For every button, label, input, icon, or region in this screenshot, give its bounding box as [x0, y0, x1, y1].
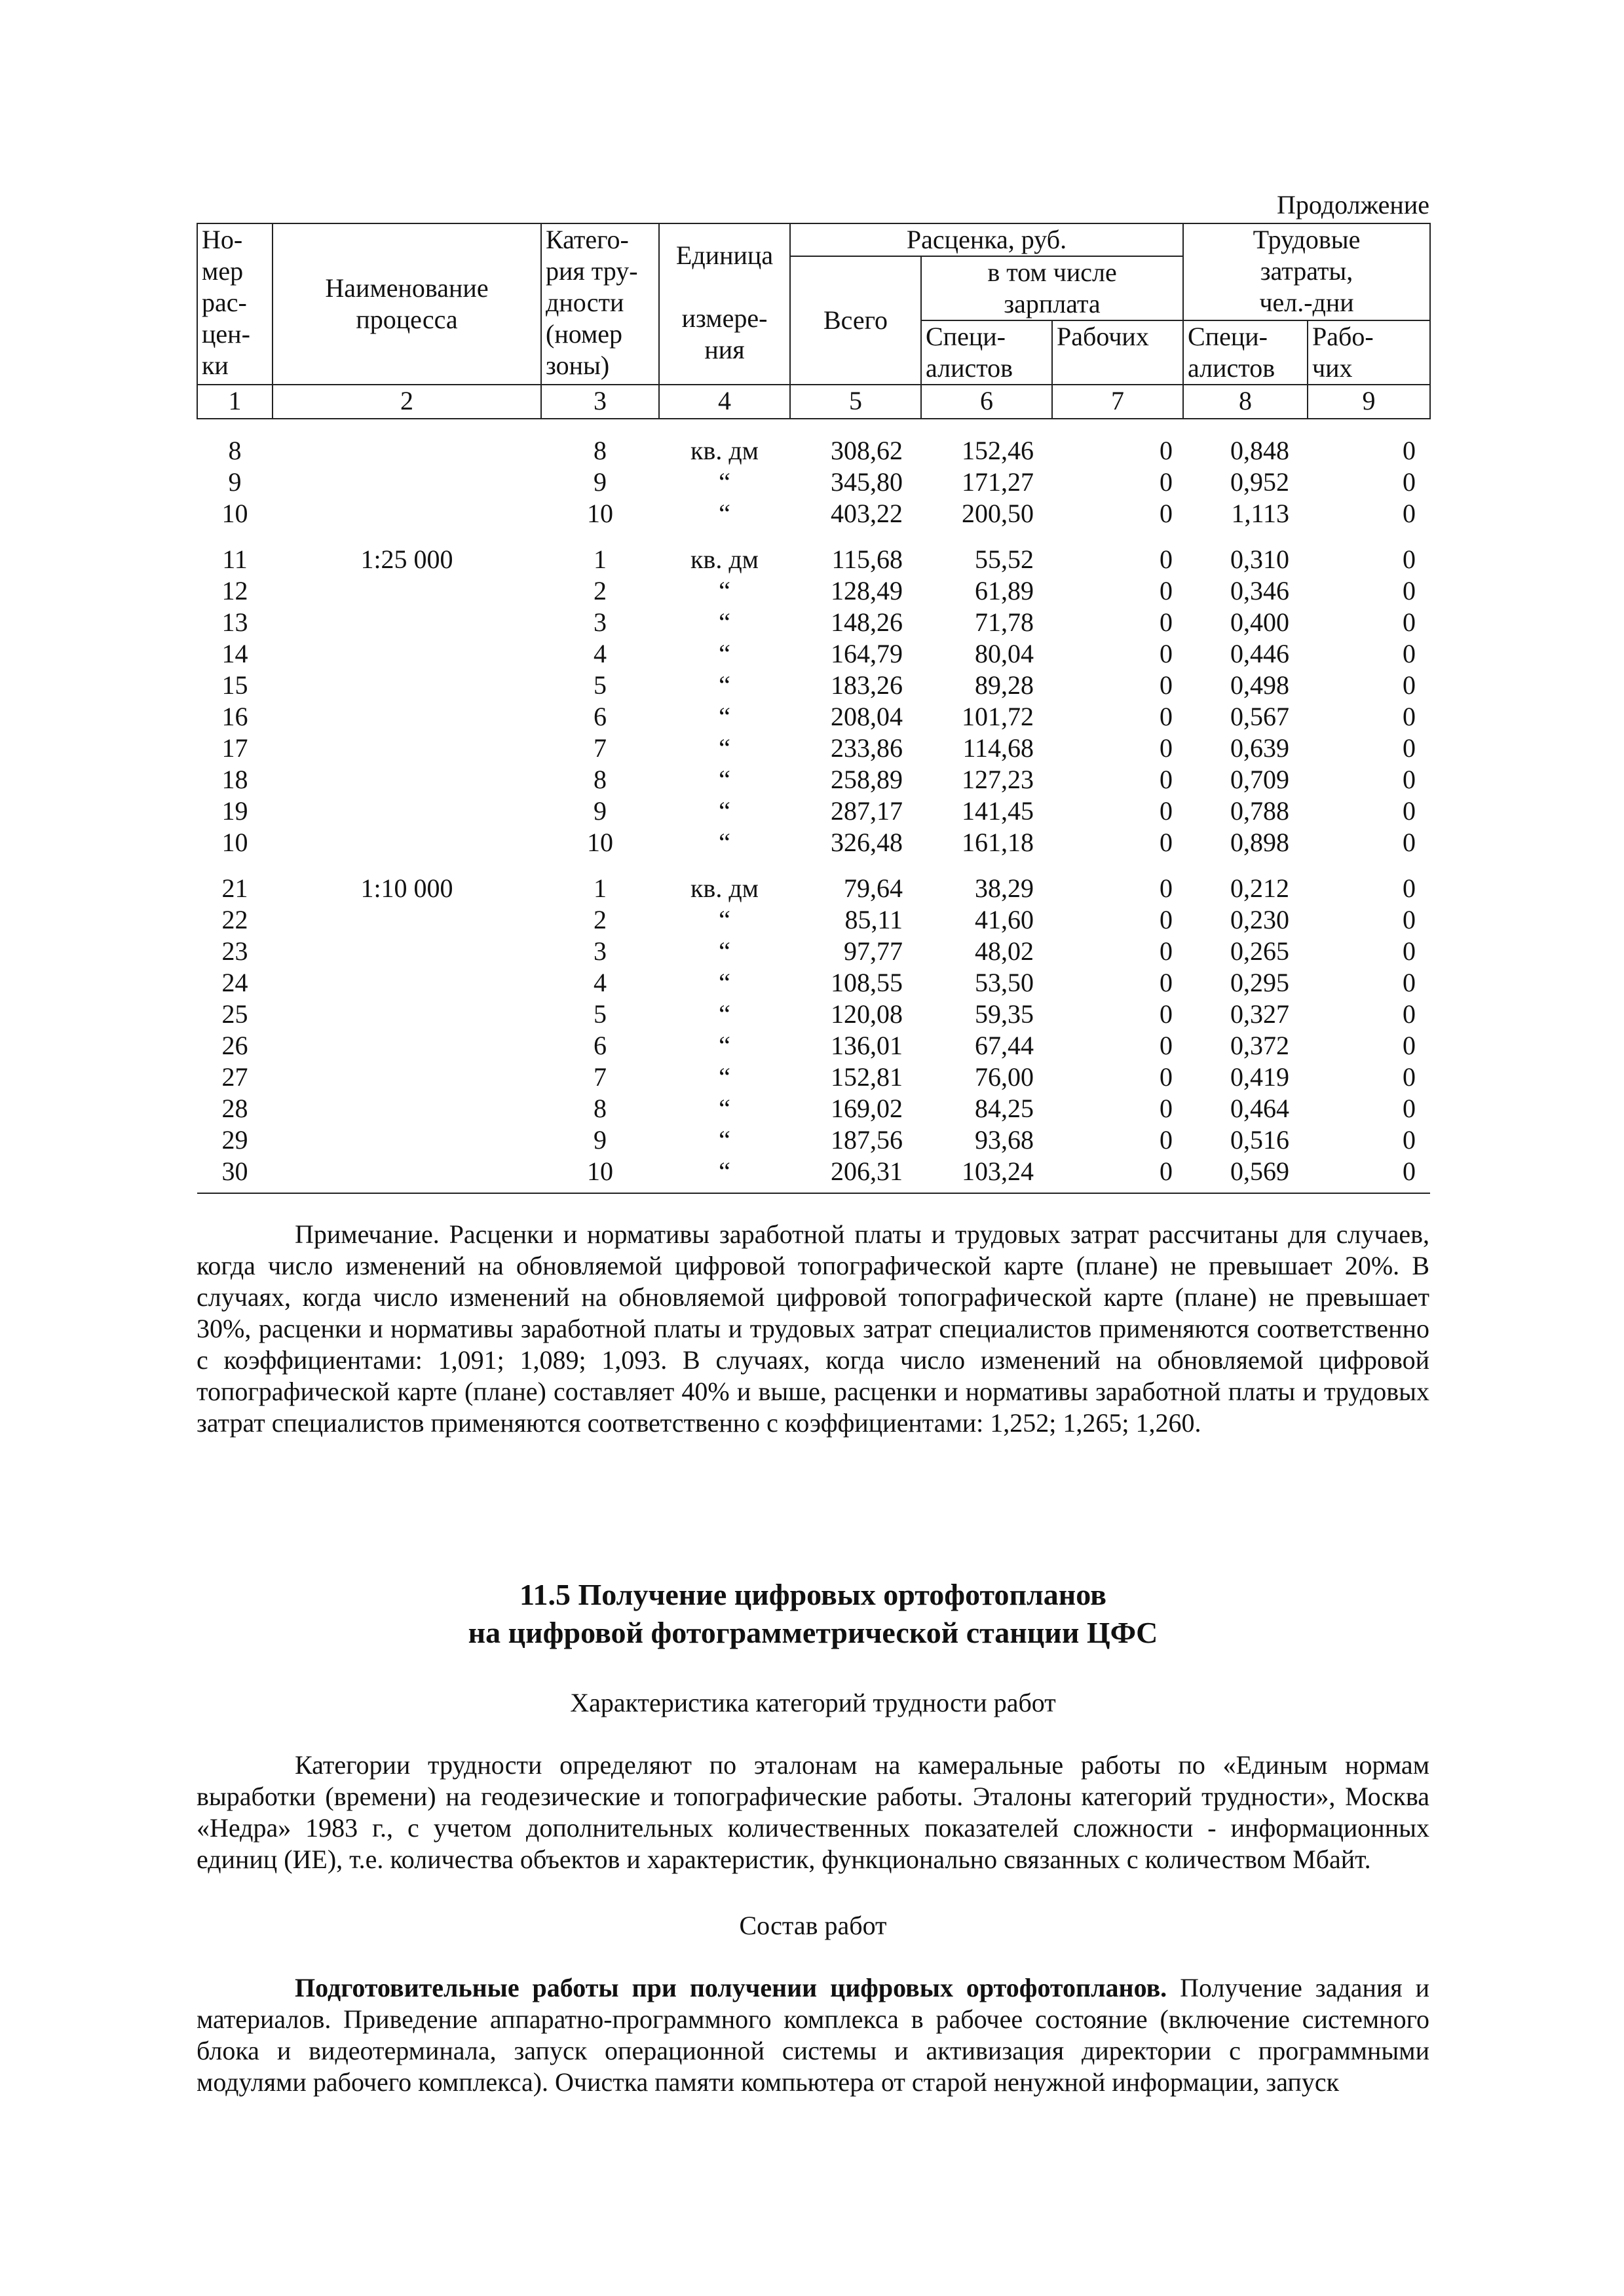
cell-labor-workers: 0 — [1403, 499, 1416, 528]
table-row — [197, 936, 1430, 967]
header-rate-number: Но- мер рас- цен- ки — [197, 223, 273, 385]
cell-labor-specialists: 0,788 — [1230, 796, 1290, 826]
cell-unit: “ — [719, 1031, 730, 1060]
cell-process-name — [273, 419, 541, 467]
table-body — [197, 419, 1430, 1193]
table-row — [197, 419, 1430, 467]
cell-process-name — [273, 670, 541, 701]
table-row — [197, 607, 1430, 638]
cell-process-name — [273, 967, 541, 999]
cell-category: 10 — [587, 828, 613, 857]
cell-total: 403,22 — [831, 499, 903, 528]
cell-unit: “ — [719, 639, 730, 668]
table-row — [197, 1124, 1430, 1156]
cell-process-name — [273, 1030, 541, 1062]
cell-salary-specialists: 114,68 — [962, 733, 1034, 763]
section-title — [197, 1576, 1429, 1652]
cell-salary-workers: 0 — [1160, 545, 1173, 574]
cell-labor-workers: 0 — [1403, 607, 1416, 637]
subheading-difficulty: Характеристика категорий трудности работ — [570, 1688, 1056, 1717]
cell-salary-workers: 0 — [1160, 607, 1173, 637]
cell-process-name — [273, 936, 541, 967]
table-row — [197, 498, 1430, 529]
cell-labor-specialists: 1,113 — [1231, 499, 1290, 528]
cell-salary-specialists: 53,50 — [975, 968, 1034, 997]
cell-unit: “ — [719, 999, 730, 1029]
cell-category: 3 — [594, 936, 607, 966]
cell-salary-specialists: 61,89 — [975, 576, 1034, 605]
cell-labor-workers: 0 — [1403, 1031, 1416, 1060]
cell-process-name — [273, 638, 541, 670]
cell-category: 5 — [594, 999, 607, 1029]
cell-total: 108,55 — [831, 968, 903, 997]
cell-labor-workers: 0 — [1403, 702, 1416, 731]
cell-salary-workers: 0 — [1160, 936, 1173, 966]
table-row — [197, 1156, 1430, 1193]
cell-total: 136,01 — [831, 1031, 903, 1060]
paragraph-difficulty: Категории трудности определяют по эталонам на камеральные работы по «Единым нормам выработки (времени) на геодезические и топографические работы. Эталоны категорий трудности», Москва «Недра» 1983 г., с учетом дополнительных количественных показателей сложности - информационных единиц (ИЕ), т.е. количества объектов и характеристик, функционально связанных с количеством Мбайт. — [197, 1750, 1429, 1874]
cell-unit: “ — [719, 765, 730, 794]
cell-category: 2 — [594, 576, 607, 605]
cell-salary-workers: 0 — [1160, 905, 1173, 934]
cell-rate-number: 19 — [221, 796, 248, 826]
cell-process-name — [273, 904, 541, 936]
cell-salary-workers: 0 — [1160, 702, 1173, 731]
cell-process-name — [273, 575, 541, 607]
cell-category: 2 — [594, 905, 607, 934]
cell-salary-workers: 0 — [1160, 1062, 1173, 1092]
table-row — [197, 904, 1430, 936]
cell-category: 1 — [594, 545, 607, 574]
cell-labor-workers: 0 — [1308, 1156, 1430, 1193]
cell-rate-number: 10 — [221, 499, 248, 528]
header-including-salary: в том числе зарплата — [921, 256, 1183, 320]
header-labor-group: Трудовые затраты, чел.-дни — [1183, 223, 1430, 320]
cell-category: 8 — [594, 436, 607, 465]
cell-category: 9 — [594, 1125, 607, 1155]
header-process-name: Наименование процесса — [273, 223, 541, 385]
cell-total: 97,77 — [844, 936, 903, 966]
cell-total: 79,64 — [844, 873, 903, 903]
table-row — [197, 764, 1430, 795]
column-number: 3 — [541, 385, 659, 419]
cell-salary-specialists: 71,78 — [975, 607, 1034, 637]
cell-labor-workers: 0 — [1403, 733, 1416, 763]
cell-labor-specialists: 0,446 — [1230, 639, 1290, 668]
cell-labor-workers: 0 — [1403, 873, 1416, 903]
column-number: 4 — [659, 385, 790, 419]
table-row — [197, 967, 1430, 999]
column-number: 1 — [197, 385, 273, 419]
cell-process-name — [273, 795, 541, 827]
cell-labor-specialists: 0,709 — [1230, 765, 1290, 794]
cell-labor-workers: 0 — [1403, 639, 1416, 668]
cell-salary-specialists: 200,50 — [962, 499, 1034, 528]
header-unit: Единица измере- ния — [659, 223, 790, 385]
cell-total: 164,79 — [831, 639, 903, 668]
cell-category: 8 — [594, 765, 607, 794]
cell-salary-specialists: 48,02 — [975, 936, 1034, 966]
cell-labor-workers: 0 — [1403, 905, 1416, 934]
cell-labor-workers: 0 — [1403, 670, 1416, 700]
cell-salary-specialists: 161,18 — [962, 828, 1034, 857]
cell-rate-number: 27 — [221, 1062, 248, 1092]
cell-rate-number: 10 — [221, 828, 248, 857]
cell-salary-specialists: 76,00 — [975, 1062, 1034, 1092]
cell-category: 8 — [594, 1094, 607, 1123]
cell-labor-specialists: 0,265 — [1230, 936, 1290, 966]
cell-salary-workers: 0 — [1160, 670, 1173, 700]
cell-labor-workers: 0 — [1403, 1062, 1416, 1092]
table-row — [197, 795, 1430, 827]
cell-salary-workers: 0 — [1160, 873, 1173, 903]
cell-salary-specialists: 152,46 — [962, 436, 1034, 465]
table-row — [197, 1030, 1430, 1062]
header-labor-specialists: Специ- алистов — [1183, 320, 1308, 385]
cell-salary-specialists: 171,27 — [962, 467, 1034, 497]
cell-labor-specialists: 0,567 — [1230, 702, 1290, 731]
cell-salary-specialists: 141,45 — [962, 796, 1034, 826]
table-row — [197, 827, 1430, 858]
cell-total: 326,48 — [831, 828, 903, 857]
table-note: Примечание. Расценки и нормативы заработной платы и трудовых затрат рассчитаны для случаев, когда число изменений на обновляемой цифровой топографической карте (плане) не превышает 20%. В случаях, когда число изменений на обновляемой цифровой топографической карте (плане) не превышает 30%, расценки и нормативы заработной платы и трудовых затрат специалистов применяются соответственно с коэффициентами: 1,091; 1,089; 1,093. В случаях, когда число изменений на обновляемой цифровой топографической карте (плане) составляет 40% и выше, расценки и нормативы заработной платы и трудовых затрат специалистов применяются соответственно с коэффициентами: 1,252; 1,265; 1,260. — [197, 1219, 1429, 1438]
cell-unit: “ — [719, 1094, 730, 1123]
cell-unit: “ — [659, 1156, 790, 1193]
cell-process-name — [273, 1124, 541, 1156]
cell-total: 115,68 — [831, 545, 903, 574]
cell-labor-specialists: 0,516 — [1230, 1125, 1290, 1155]
cell-unit: “ — [719, 670, 730, 700]
table-row — [197, 701, 1430, 733]
cell-salary-specialists: 38,29 — [975, 873, 1034, 903]
cell-total: 187,56 — [831, 1125, 903, 1155]
section-title-line-2: на цифровой фотограмметрической станции ЦФС — [468, 1616, 1158, 1649]
cell-category: 10 — [541, 1156, 659, 1193]
cell-category: 6 — [594, 702, 607, 731]
cell-labor-workers: 0 — [1403, 999, 1416, 1029]
cell-salary-workers: 0 — [1160, 796, 1173, 826]
cell-rate-number: 23 — [221, 936, 248, 966]
cell-labor-workers: 0 — [1403, 545, 1416, 574]
cell-labor-specialists: 0,400 — [1230, 607, 1290, 637]
table-row — [197, 1093, 1430, 1124]
cell-labor-workers: 0 — [1403, 1094, 1416, 1123]
column-number: 9 — [1308, 385, 1430, 419]
cell-category: 5 — [594, 670, 607, 700]
cell-labor-specialists: 0,419 — [1230, 1062, 1290, 1092]
cell-total: 208,04 — [831, 702, 903, 731]
cell-salary-workers: 0 — [1160, 1094, 1173, 1123]
cell-total: 183,26 — [831, 670, 903, 700]
table-row — [197, 575, 1430, 607]
cell-unit: “ — [719, 576, 730, 605]
cell-unit: “ — [719, 702, 730, 731]
header-total: Всего — [790, 256, 921, 385]
cell-total: 206,31 — [790, 1156, 921, 1193]
header-labor-workers: Рабо- чих — [1308, 320, 1430, 385]
cell-salary-specialists: 41,60 — [975, 905, 1034, 934]
cell-salary-workers: 0 — [1160, 436, 1173, 465]
cell-labor-specialists: 0,569 — [1183, 1156, 1308, 1193]
cell-rate-number: 11 — [222, 545, 248, 574]
cell-unit: “ — [719, 968, 730, 997]
cell-process-name — [273, 701, 541, 733]
cell-category: 6 — [594, 1031, 607, 1060]
cell-salary-workers: 0 — [1160, 576, 1173, 605]
cell-unit: кв. дм — [690, 545, 759, 574]
cell-rate-number: 29 — [221, 1125, 248, 1155]
cell-labor-specialists: 0,952 — [1230, 467, 1290, 497]
cell-process-name — [273, 607, 541, 638]
cell-salary-workers: 0 — [1160, 639, 1173, 668]
cell-rate-number: 26 — [221, 1031, 248, 1060]
table-row — [197, 1062, 1430, 1093]
cell-labor-specialists: 0,230 — [1230, 905, 1290, 934]
cell-rate-number: 18 — [221, 765, 248, 794]
column-number: 6 — [921, 385, 1052, 419]
header-workers: Рабочих — [1052, 320, 1183, 385]
cell-process-name — [273, 733, 541, 764]
cell-salary-workers: 0 — [1160, 467, 1173, 497]
cell-rate-number: 25 — [221, 999, 248, 1029]
cell-labor-workers: 0 — [1403, 576, 1416, 605]
cell-labor-specialists: 0,464 — [1230, 1094, 1290, 1123]
cell-process-name — [273, 1156, 541, 1193]
cell-salary-workers: 0 — [1160, 1125, 1173, 1155]
cell-unit: кв. дм — [690, 873, 759, 903]
cell-category: 3 — [594, 607, 607, 637]
cell-salary-workers: 0 — [1160, 733, 1173, 763]
column-number: 2 — [273, 385, 541, 419]
cell-unit: “ — [719, 467, 730, 497]
cell-labor-workers: 0 — [1403, 467, 1416, 497]
cell-process-name — [273, 467, 541, 498]
cell-rate-number: 17 — [221, 733, 248, 763]
cell-salary-specialists: 84,25 — [975, 1094, 1034, 1123]
cell-unit: “ — [719, 796, 730, 826]
cell-category: 9 — [594, 467, 607, 497]
cell-unit: кв. дм — [690, 436, 759, 465]
cell-labor-specialists: 0,848 — [1230, 436, 1290, 465]
cell-labor-workers: 0 — [1403, 1125, 1416, 1155]
cell-total: 308,62 — [831, 436, 903, 465]
cell-process-name: 1:10 000 — [360, 873, 453, 903]
cell-unit: “ — [719, 936, 730, 966]
cell-unit: “ — [719, 607, 730, 637]
cell-labor-specialists: 0,898 — [1230, 828, 1290, 857]
subheading-work-composition: Состав работ — [739, 1911, 887, 1940]
column-number: 7 — [1052, 385, 1183, 419]
cell-unit: “ — [719, 499, 730, 528]
cell-salary-specialists: 55,52 — [975, 545, 1034, 574]
cell-process-name — [273, 1062, 541, 1093]
cell-labor-specialists: 0,310 — [1230, 545, 1290, 574]
cell-category: 1 — [594, 873, 607, 903]
cell-total: 85,11 — [844, 905, 903, 934]
paragraph-preparatory-work: Подготовительные работы при получении цифровых ортофотопланов. Получение задания и материалов. Приведение аппаратно-программного комплекса в рабочее состояние (включение системного блока и видеотерминала, запуск операционной системы и активизация директории с программными модулями рабочего комплекса). Очистка памяти компьютера от старой ненужной информации, запуск — [197, 1973, 1429, 2097]
table-row — [197, 467, 1430, 498]
cell-salary-workers: 0 — [1160, 828, 1173, 857]
header-rate-group: Расценка, руб. — [790, 223, 1183, 256]
cell-total: 345,80 — [831, 467, 903, 497]
cell-category: 7 — [594, 733, 607, 763]
cell-total: 128,49 — [831, 576, 903, 605]
section-title-line-1: 11.5 Получение цифровых ортофотопланов — [519, 1578, 1106, 1611]
cell-labor-specialists: 0,295 — [1230, 968, 1290, 997]
cell-category: 10 — [587, 499, 613, 528]
cell-rate-number: 13 — [221, 607, 248, 637]
continuation-label: Продолжение — [1277, 190, 1429, 220]
table-row — [197, 858, 1430, 904]
cell-salary-workers: 0 — [1160, 1031, 1173, 1060]
cell-category: 4 — [594, 968, 607, 997]
cell-labor-specialists: 0,498 — [1230, 670, 1290, 700]
cell-total: 258,89 — [831, 765, 903, 794]
cell-rate-number: 24 — [221, 968, 248, 997]
cell-salary-workers: 0 — [1160, 999, 1173, 1029]
cell-unit: “ — [719, 905, 730, 934]
rates-table — [197, 223, 1431, 1194]
cell-process-name — [273, 999, 541, 1030]
cell-total: 287,17 — [831, 796, 903, 826]
cell-process-name — [273, 1093, 541, 1124]
cell-unit: “ — [719, 828, 730, 857]
cell-rate-number: 21 — [221, 873, 248, 903]
cell-category: 4 — [594, 639, 607, 668]
cell-total: 120,08 — [831, 999, 903, 1029]
cell-salary-workers: 0 — [1052, 1156, 1183, 1193]
cell-labor-specialists: 0,212 — [1230, 873, 1290, 903]
cell-unit: “ — [719, 1125, 730, 1155]
cell-salary-specialists: 59,35 — [975, 999, 1034, 1029]
cell-salary-specialists: 67,44 — [975, 1031, 1034, 1060]
cell-unit: “ — [719, 1062, 730, 1092]
cell-rate-number: 22 — [221, 905, 248, 934]
cell-labor-specialists: 0,372 — [1230, 1031, 1290, 1060]
cell-salary-workers: 0 — [1160, 968, 1173, 997]
cell-total: 233,86 — [831, 733, 903, 763]
column-number: 8 — [1183, 385, 1308, 419]
cell-total: 148,26 — [831, 607, 903, 637]
cell-process-name — [273, 827, 541, 858]
cell-rate-number: 15 — [221, 670, 248, 700]
cell-total: 152,81 — [831, 1062, 903, 1092]
cell-rate-number: 16 — [221, 702, 248, 731]
table-row — [197, 529, 1430, 575]
cell-labor-specialists: 0,639 — [1230, 733, 1290, 763]
cell-category: 7 — [594, 1062, 607, 1092]
cell-unit: “ — [719, 733, 730, 763]
cell-labor-specialists: 0,327 — [1230, 999, 1290, 1029]
cell-labor-specialists: 0,346 — [1230, 576, 1290, 605]
cell-labor-workers: 0 — [1403, 436, 1416, 465]
cell-labor-workers: 0 — [1403, 765, 1416, 794]
cell-labor-workers: 0 — [1403, 936, 1416, 966]
cell-process-name — [273, 764, 541, 795]
cell-rate-number: 12 — [221, 576, 248, 605]
cell-salary-specialists: 89,28 — [975, 670, 1034, 700]
cell-rate-number: 9 — [228, 467, 242, 497]
cell-salary-specialists: 93,68 — [975, 1125, 1034, 1155]
cell-salary-workers: 0 — [1160, 765, 1173, 794]
cell-rate-number: 14 — [221, 639, 248, 668]
cell-rate-number: 30 — [197, 1156, 273, 1193]
cell-salary-workers: 0 — [1160, 499, 1173, 528]
table-row — [197, 999, 1430, 1030]
cell-total: 169,02 — [831, 1094, 903, 1123]
header-category: Катего- рия тру- дности (номер зоны) — [541, 223, 659, 385]
cell-salary-specialists: 80,04 — [975, 639, 1034, 668]
paragraph-lead: Подготовительные работы при получении цифровых ортофотопланов. — [295, 1973, 1167, 2002]
cell-labor-workers: 0 — [1403, 968, 1416, 997]
table-row — [197, 638, 1430, 670]
header-specialists: Специ- алистов — [921, 320, 1052, 385]
cell-labor-workers: 0 — [1403, 828, 1416, 857]
table-row — [197, 733, 1430, 764]
cell-rate-number: 8 — [228, 436, 242, 465]
cell-category: 9 — [594, 796, 607, 826]
cell-process-name: 1:25 000 — [360, 545, 453, 574]
column-number: 5 — [790, 385, 921, 419]
table-row — [197, 670, 1430, 701]
cell-salary-specialists: 103,24 — [921, 1156, 1052, 1193]
cell-salary-specialists: 127,23 — [962, 765, 1034, 794]
cell-labor-workers: 0 — [1403, 796, 1416, 826]
cell-process-name — [273, 498, 541, 529]
cell-rate-number: 28 — [221, 1094, 248, 1123]
cell-salary-specialists: 101,72 — [962, 702, 1034, 731]
